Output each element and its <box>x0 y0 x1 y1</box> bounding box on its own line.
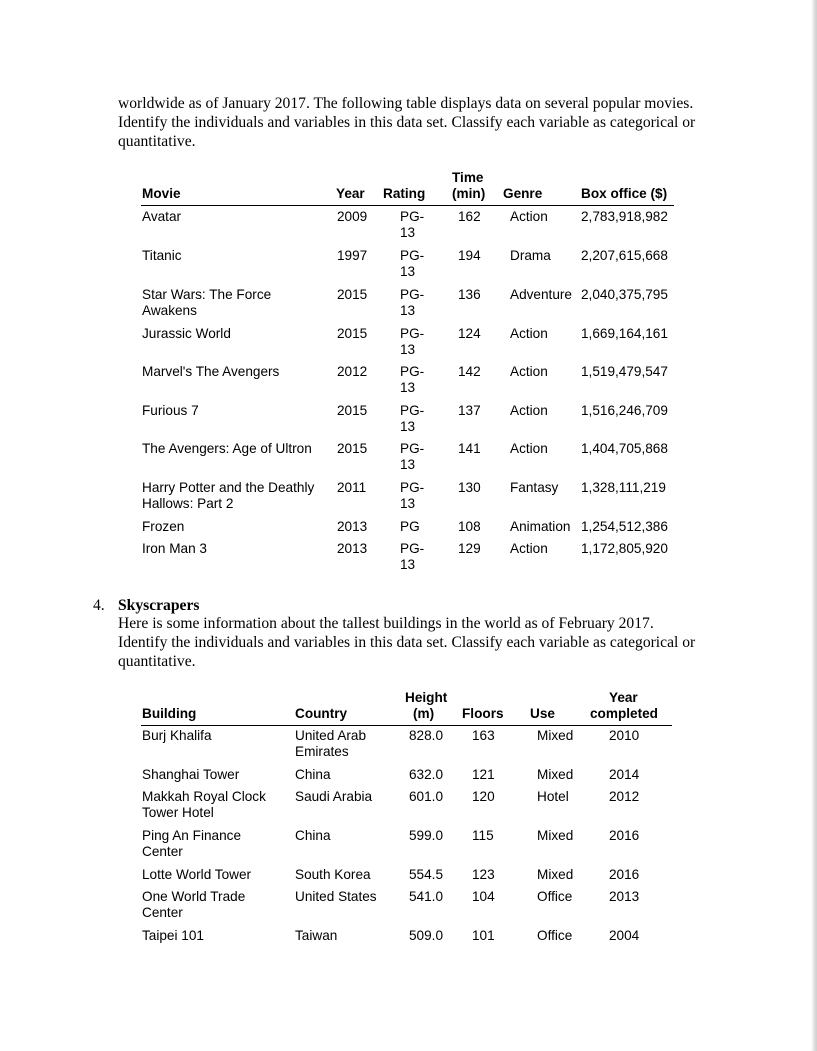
year-cell: 2013 <box>337 519 368 534</box>
movie-title-cell: Awakens <box>142 303 197 318</box>
box-office-cell: 2,207,615,668 <box>581 248 668 263</box>
rating-cell: PG- <box>400 287 425 302</box>
year-cell: 2015 <box>337 441 368 456</box>
rating-cell: PG- <box>400 364 425 379</box>
time-cell: 137 <box>458 403 481 418</box>
year-cell: 2015 <box>337 287 368 302</box>
rating-cell: 13 <box>400 264 416 279</box>
movie-title-cell: Harry Potter and the Deathly <box>142 480 315 495</box>
section-line: quantitative. <box>118 653 196 670</box>
use-cell: Mixed <box>537 728 574 743</box>
use-cell: Mixed <box>537 867 574 882</box>
genre-cell: Action <box>510 326 548 341</box>
rating-cell: 13 <box>400 342 416 357</box>
year-cell: 2013 <box>337 541 368 556</box>
rating-cell: PG <box>400 519 420 534</box>
intro-line: quantitative. <box>118 133 196 150</box>
year-cell: 2012 <box>337 364 368 379</box>
col-header-rating: Rating <box>383 186 426 201</box>
col-header-genre: Genre <box>503 186 543 201</box>
genre-cell: Fantasy <box>510 480 559 495</box>
col-header-country: Country <box>295 706 348 721</box>
genre-cell: Action <box>510 441 548 456</box>
country-cell: China <box>295 828 331 843</box>
section-line: Here is some information about the tallest buildings in the world as of February 2017. <box>118 615 654 632</box>
year-completed-cell: 2016 <box>609 867 640 882</box>
col-header-time-unit: (min) <box>452 186 486 201</box>
movie-title-cell: Star Wars: The Force <box>142 287 272 302</box>
height-cell: 632.0 <box>409 767 444 782</box>
building-name-cell: One World Trade <box>142 889 246 904</box>
rating-cell: PG- <box>400 209 425 224</box>
height-cell: 541.0 <box>409 889 444 904</box>
building-name-cell: Center <box>142 905 183 920</box>
floors-cell: 121 <box>472 767 495 782</box>
height-cell: 554.5 <box>409 867 444 882</box>
time-cell: 162 <box>458 209 481 224</box>
time-cell: 124 <box>458 326 481 341</box>
time-cell: 194 <box>458 248 481 263</box>
year-completed-cell: 2016 <box>609 828 640 843</box>
rating-cell: PG- <box>400 326 425 341</box>
col-header-use: Use <box>530 706 555 721</box>
year-completed-cell: 2010 <box>609 728 640 743</box>
time-cell: 130 <box>458 480 481 495</box>
building-name-cell: Taipei 101 <box>142 928 204 943</box>
section-line: Identify the individuals and variables in this data set. Classify each variable as categorical or <box>118 634 696 651</box>
movie-title-cell: Avatar <box>142 209 182 224</box>
box-office-cell: 2,783,918,982 <box>581 209 668 224</box>
floors-cell: 104 <box>472 889 495 904</box>
genre-cell: Action <box>510 403 548 418</box>
floors-cell: 123 <box>472 867 495 882</box>
col-header-height-unit: (m) <box>413 706 435 721</box>
year-completed-cell: 2004 <box>609 928 640 943</box>
use-cell: Hotel <box>537 789 569 804</box>
col-header-building: Building <box>142 706 197 721</box>
year-cell: 2011 <box>337 480 367 495</box>
year-completed-cell: 2013 <box>609 889 640 904</box>
rating-cell: PG- <box>400 441 425 456</box>
time-cell: 129 <box>458 541 481 556</box>
country-cell: China <box>295 767 331 782</box>
time-cell: 136 <box>458 287 481 302</box>
movie-title-cell: Iron Man 3 <box>142 541 207 556</box>
genre-cell: Drama <box>510 248 551 263</box>
height-cell: 599.0 <box>409 828 444 843</box>
col-header-year: Year <box>609 690 638 705</box>
country-cell: Taiwan <box>295 928 338 943</box>
rating-cell: PG- <box>400 248 425 263</box>
height-cell: 509.0 <box>409 928 444 943</box>
year-completed-cell: 2014 <box>609 767 640 782</box>
time-cell: 142 <box>458 364 481 379</box>
floors-cell: 163 <box>472 728 495 743</box>
height-cell: 601.0 <box>409 789 444 804</box>
country-cell: Saudi Arabia <box>295 789 373 804</box>
movie-title-cell: Frozen <box>142 519 185 534</box>
building-name-cell: Tower Hotel <box>142 805 214 820</box>
building-name-cell: Lotte World Tower <box>142 867 252 882</box>
country-cell: United States <box>295 889 377 904</box>
box-office-cell: 1,516,246,709 <box>581 403 668 418</box>
rating-cell: PG- <box>400 541 425 556</box>
year-cell: 2009 <box>337 209 368 224</box>
building-name-cell: Center <box>142 844 183 859</box>
building-name-cell: Makkah Royal Clock <box>142 789 266 804</box>
country-cell: United Arab <box>295 728 367 743</box>
rating-cell: 13 <box>400 380 416 395</box>
building-name-cell: Shanghai Tower <box>142 767 240 782</box>
genre-cell: Action <box>510 541 548 556</box>
building-name-cell: Ping An Finance <box>142 828 241 843</box>
box-office-cell: 1,328,111,219 <box>581 480 666 495</box>
movie-title-cell: Marvel's The Avengers <box>142 364 280 379</box>
rating-cell: 13 <box>400 303 416 318</box>
country-cell: South Korea <box>295 867 371 882</box>
building-name-cell: Burj Khalifa <box>142 728 212 743</box>
year-cell: 2015 <box>337 403 368 418</box>
box-office-cell: 2,040,375,795 <box>581 287 668 302</box>
col-header-year-completed: completed <box>590 706 658 721</box>
box-office-cell: 1,172,805,920 <box>581 541 668 556</box>
movie-title-cell: Furious 7 <box>142 403 199 418</box>
use-cell: Office <box>537 928 573 943</box>
year-cell: 2015 <box>337 326 368 341</box>
box-office-cell: 1,519,479,547 <box>581 364 668 379</box>
col-header-box-office: Box office ($) <box>581 186 668 201</box>
rating-cell: 13 <box>400 496 416 511</box>
header-rule <box>141 205 674 206</box>
country-cell: Emirates <box>295 744 349 759</box>
intro-line: Identify the individuals and variables in this data set. Classify each variable as categorical or <box>118 114 696 131</box>
rating-cell: 13 <box>400 457 416 472</box>
height-cell: 828.0 <box>409 728 444 743</box>
rating-cell: PG- <box>400 403 425 418</box>
section-4-paragraph <box>118 614 718 671</box>
time-cell: 141 <box>458 441 481 456</box>
floors-cell: 115 <box>472 828 494 843</box>
genre-cell: Adventure <box>510 287 572 302</box>
rating-cell: 13 <box>400 557 416 572</box>
rating-cell: 13 <box>400 419 416 434</box>
col-header-time: Time <box>452 170 484 185</box>
col-header-year: Year <box>336 186 365 201</box>
movie-title-cell: The Avengers: Age of Ultron <box>142 441 312 456</box>
movie-title-cell: Jurassic World <box>142 326 231 341</box>
use-cell: Mixed <box>537 767 574 782</box>
floors-cell: 101 <box>472 928 495 943</box>
genre-cell: Action <box>510 209 548 224</box>
box-office-cell: 1,404,705,868 <box>581 441 668 456</box>
movie-title-cell: Titanic <box>142 248 182 263</box>
rating-cell: 13 <box>400 225 416 240</box>
use-cell: Office <box>537 889 573 904</box>
floors-cell: 120 <box>472 789 495 804</box>
movie-title-cell: Hallows: Part 2 <box>142 496 234 511</box>
box-office-cell: 1,254,512,386 <box>581 519 668 534</box>
col-header-height: Height <box>405 690 448 705</box>
rating-cell: PG- <box>400 480 425 495</box>
year-completed-cell: 2012 <box>609 789 640 804</box>
genre-cell: Animation <box>510 519 571 534</box>
year-cell: 1997 <box>337 248 368 263</box>
genre-cell: Action <box>510 364 548 379</box>
section-title: Skyscrapers <box>118 597 200 614</box>
time-cell: 108 <box>458 519 481 534</box>
col-header-floors: Floors <box>462 706 504 721</box>
section-number: 4. <box>93 597 105 614</box>
use-cell: Mixed <box>537 828 574 843</box>
intro-line: worldwide as of January 2017. The following table displays data on several popular movies. <box>118 95 694 112</box>
col-header-movie: Movie <box>142 186 181 201</box>
box-office-cell: 1,669,164,161 <box>581 326 668 341</box>
